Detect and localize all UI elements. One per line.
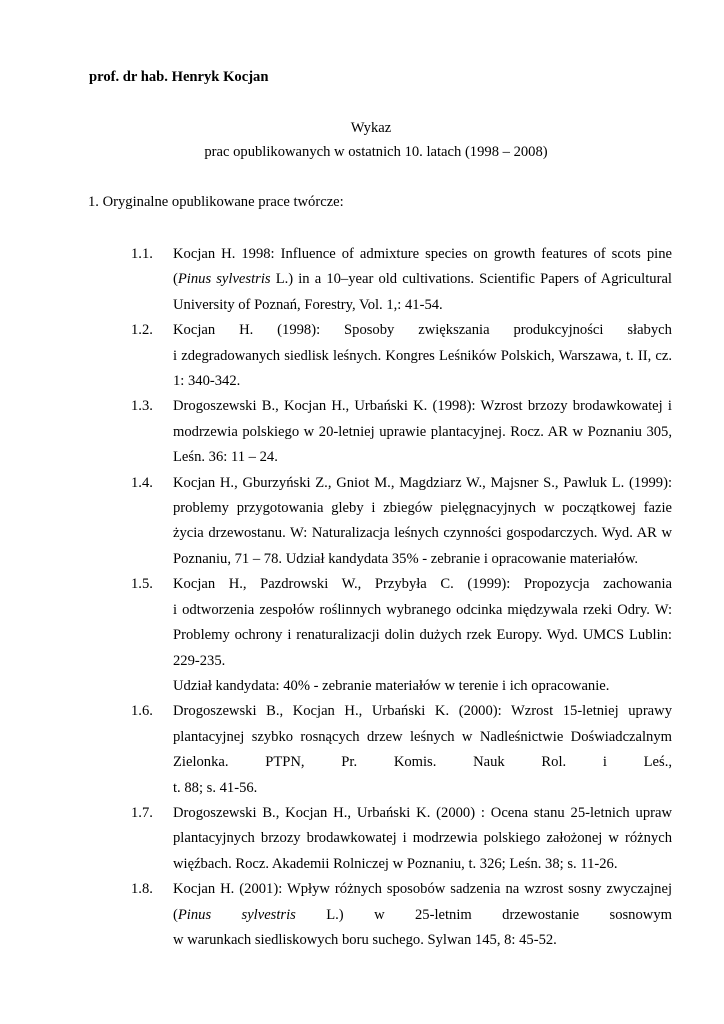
- author-name: prof. dr hab. Henryk Kocjan: [89, 69, 269, 85]
- entry-line: Kocjan H., Gburzyński Z., Gniot M., Magdziarz W., Majsner S., Pawluk L. (1999):: [173, 474, 672, 491]
- word: (Pinus: [173, 906, 212, 923]
- entry-text: [173, 242, 672, 318]
- entry-line: University of Poznań, Forestry, Vol. 1,: 41-54.: [173, 296, 443, 313]
- word: Komis.: [393, 754, 437, 771]
- word: produkcyjności: [513, 322, 604, 339]
- entry-line: Poznaniu, 71 – 78. Udział kandydata 35% - zebranie i opracowanie materiałów.: [173, 550, 639, 567]
- entry-line: Drogoszewski B., Kocjan H., Urbański K. (1998): Wzrost brzozy brodawkowatej i: [173, 398, 672, 415]
- publication-entry: [0, 699, 724, 801]
- entry-line: więźbach. Rocz. Akademii Rolniczej w Poznaniu, t. 326; Leśn. 38; s. 11-26.: [173, 855, 618, 872]
- entry-line: t. 88; s. 41-56.: [173, 779, 258, 796]
- word: Nauk: [473, 754, 505, 771]
- entry-line: plantacyjnej szybko rosnących drzew leśnych w Nadleśnictwie Doświadczalnym: [173, 728, 672, 745]
- entry-number: 1.1.: [131, 246, 153, 262]
- entry-number: 1.3.: [131, 398, 153, 415]
- entry-text: [173, 318, 672, 394]
- word: Pr.: [341, 754, 358, 771]
- entry-line: problemy przygotowania gleby i zbiegów pielęgnacyjnych w początkowej fazie: [173, 500, 672, 517]
- publication-entry: [0, 801, 724, 877]
- entry-line: Udział kandydata: 40% - zebranie materiałów w terenie i ich opracowanie.: [173, 677, 610, 694]
- word: (1998):: [277, 322, 321, 339]
- word: w: [374, 906, 385, 923]
- species-name: Pinus sylvestris: [177, 271, 271, 288]
- entry-text: [173, 572, 672, 699]
- word: H.: [239, 322, 254, 339]
- word: słabych: [627, 322, 672, 339]
- entry-line: i zdegradowanych siedlisk leśnych. Kongres Leśników Polskich, Warszawa, t. II, cz.: [173, 347, 672, 364]
- entry-line: Kocjan H. (2001): Wpływ różnych sposobów sadzenia na wzrost sosny zwyczajnej: [173, 881, 672, 898]
- entry-text: [173, 801, 672, 877]
- word: zwiększania: [418, 322, 490, 339]
- section-heading: 1. Oryginalne opublikowane prace twórcze:: [88, 194, 344, 210]
- species-genus: Pinus: [177, 906, 212, 923]
- publication-list: [0, 242, 724, 953]
- entry-line: Drogoszewski B., Kocjan H., Urbański K. (2000): Wzrost 15-letniej uprawy: [173, 703, 672, 720]
- entry-line: w warunkach siedliskowych boru suchego. Sylwan 145, 8: 45-52.: [173, 931, 557, 948]
- entry-line: 229-235.: [173, 652, 226, 669]
- word: PTPN,: [265, 754, 305, 771]
- publication-entry: [0, 877, 724, 953]
- word: L.): [326, 906, 344, 923]
- word: 25-letnim: [415, 906, 472, 923]
- publication-entry: [0, 471, 724, 573]
- entry-number: 1.8.: [131, 881, 153, 898]
- word: Sposoby: [344, 322, 395, 339]
- entry-line: Leśn. 36: 11 – 24.: [173, 449, 278, 466]
- document-title: Wykaz: [350, 120, 392, 136]
- word: Rol.: [541, 754, 567, 771]
- entry-number: 1.7.: [131, 804, 153, 821]
- entry-line: modrzewia polskiego w 20-letniej uprawie plantacyjnej. Rocz. AR w Poznaniu 305,: [173, 423, 672, 440]
- publication-entry: [0, 242, 724, 318]
- word: Leś.,: [643, 754, 672, 771]
- entry-text: [173, 699, 672, 801]
- publication-entry: [0, 318, 724, 394]
- entry-line: 1: 340-342.: [173, 373, 241, 390]
- word: Kocjan: [173, 322, 216, 339]
- entry-line: Problemy ochrony i renaturalizacji dolin dużych rzek Europy. Wyd. UMCS Lublin:: [173, 627, 672, 644]
- publication-entry: [0, 394, 724, 470]
- entry-line: plantacyjnych brzozy brodawkowatej i modrzewia polskiego założonej w różnych: [173, 830, 672, 847]
- entry-line: i odtworzenia zespołów roślinnych wybranego odcinka międzywala rzeki Odry. W:: [173, 601, 672, 618]
- word: sosnowym: [609, 906, 672, 923]
- entry-number: 1.4.: [131, 474, 153, 491]
- entry-text: [173, 877, 672, 953]
- entry-number: 1.2.: [131, 322, 153, 339]
- species-epithet: sylvestris: [241, 906, 296, 923]
- entry-text: [173, 394, 672, 470]
- word: drzewostanie: [502, 906, 580, 923]
- entry-line: [173, 750, 672, 775]
- document-subtitle: prac opublikowanych w ostatnich 10. latach (1998 – 2008): [204, 144, 548, 160]
- word: i: [602, 754, 607, 771]
- entry-text: [173, 471, 672, 573]
- entry-line: Kocjan H. 1998: Influence of admixture species on growth features of scots pine: [173, 246, 672, 262]
- entry-line: życia drzewostanu. W: Naturalizacja leśnych czynności gospodarczych. Wyd. AR w: [173, 525, 672, 542]
- word: Zielonka.: [173, 754, 229, 771]
- publication-entry: [0, 572, 724, 699]
- entry-number: 1.6.: [131, 703, 153, 720]
- entry-line: Drogoszewski B., Kocjan H., Urbański K. (2000) : Ocena stanu 25-letnich upraw: [173, 804, 672, 821]
- entry-line-rest: L.) in a 10–year old cultivations. Scientific Papers of Agricultural: [275, 271, 672, 288]
- entry-line: (Pinus sylvestris L.) in a 10–year old cultivations. Scientific Papers of Agricultural: [173, 271, 672, 288]
- entry-number: 1.5.: [131, 576, 153, 593]
- entry-line: [173, 903, 672, 928]
- entry-line: Kocjan H., Pazdrowski W., Przybyła C. (1999): Propozycja zachowania: [173, 576, 672, 593]
- entry-line: [173, 318, 672, 343]
